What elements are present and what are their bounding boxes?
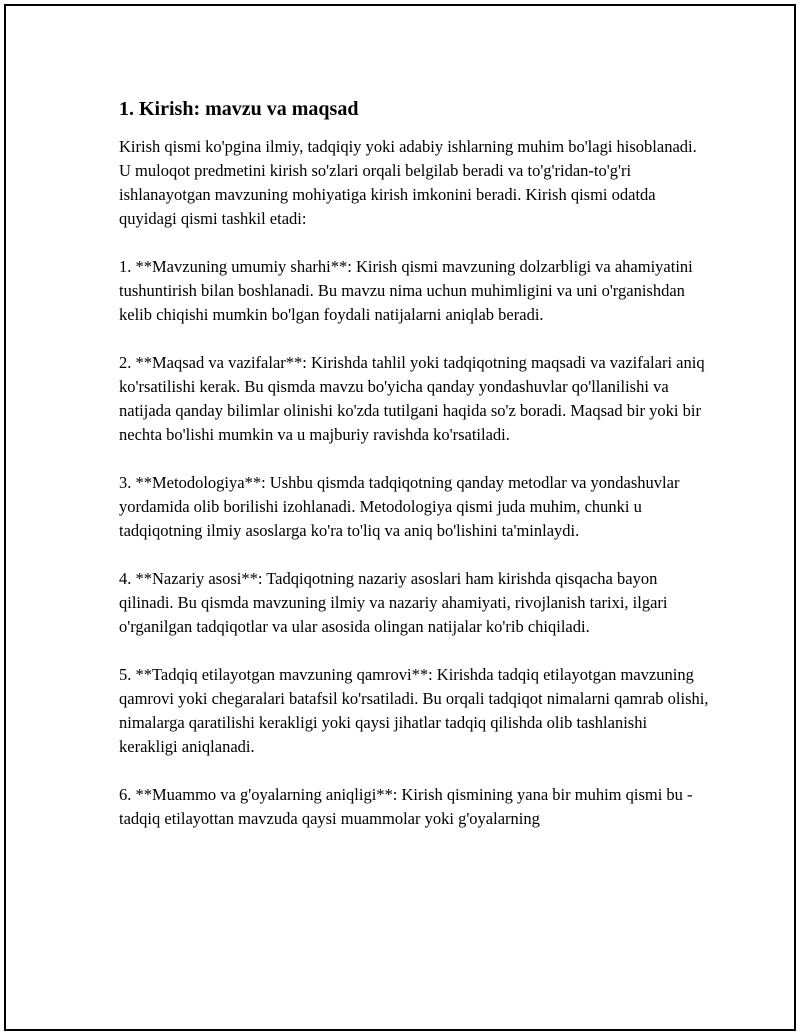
paragraph-problems-ideas: 6. **Muammo va g'oyalarning aniqligi**: Kirish qismining yana bir muhim qismi bu - tadqiq etilayottan mavzuda qaysi muammolar yoki g'oyalarning: [119, 785, 693, 828]
intro-paragraph: Kirish qismi ko'pgina ilmiy, tadqiqiy yoki adabiy ishlarning muhim bo'lagi hisoblanadi. U muloqot predmetini kirish so'zlari orqali belgilab beradi va to'g'ridan-to'g'ri ishlanayotgan mavzuning mohiyatiga kirish imkonini beradi. Kirish qismi odatda quyidagi qismi tashkil etadi:: [119, 137, 697, 228]
paragraph-theoretical-basis: 4. **Nazariy asosi**: Tadqiqotning nazariy asoslari ham kirishda qisqacha bayon qilinadi. Bu qismda mavzuning ilmiy va nazariy ahamiyati, rivojlanish tarixi, ilgari o'rganilgan tadqiqotlar va ular asosida olingan natijalar ko'rib chiqiladi.: [119, 569, 668, 636]
paragraph-topic-overview: 1. **Mavzuning umumiy sharhi**: Kirish qismi mavzuning dolzarbligi va ahamiyatini tushuntirish bilan boshlanadi. Bu mavzu nima uchun muhimligini va uni o'rganishdan kelib chiqishi mumkin bo'lgan foydali natijalarni aniqlab beradi.: [119, 257, 693, 324]
paragraph-goals-tasks: 2. **Maqsad va vazifalar**: Kirishda tahlil yoki tadqiqotning maqsadi va vazifalari aniq ko'rsatilishi kerak. Bu qismda mavzu bo'yicha qanday yondashuvlar qo'llanilishi va natijada qanday bilimlar olinishi ko'zda tutilgani haqida so'z boradi. Maqsad bir yoki bir nechta bo'lishi mumkin va u majburiy ravishda ko'rsatiladi.: [119, 353, 705, 444]
document-page: [4, 4, 796, 1031]
section-heading: 1. Kirish: mavzu va maqsad: [119, 98, 359, 120]
paragraph-methodology: 3. **Metodologiya**: Ushbu qismda tadqiqotning qanday metodlar va yondashuvlar yordamida olib borilishi izohlanadi. Metodologiya qismi juda muhim, chunki u tadqiqotning ilmiy asoslarga ko'ra to'liq va aniq bo'lishini ta'minlaydi.: [119, 473, 680, 540]
document-body: [119, 95, 709, 855]
paragraph-scope: 5. **Tadqiq etilayotgan mavzuning qamrovi**: Kirishda tadqiq etilayotgan mavzuning qamrovi yoki chegaralari batafsil ko'rsatiladi. Bu orqali tadqiqot nimalarni qamrab olishi, nimalarga qaratilishi kerakligi yoki qaysi jihatlar tadqiq qilishda olib tashlanishi kerakligi aniqlanadi.: [119, 665, 709, 756]
